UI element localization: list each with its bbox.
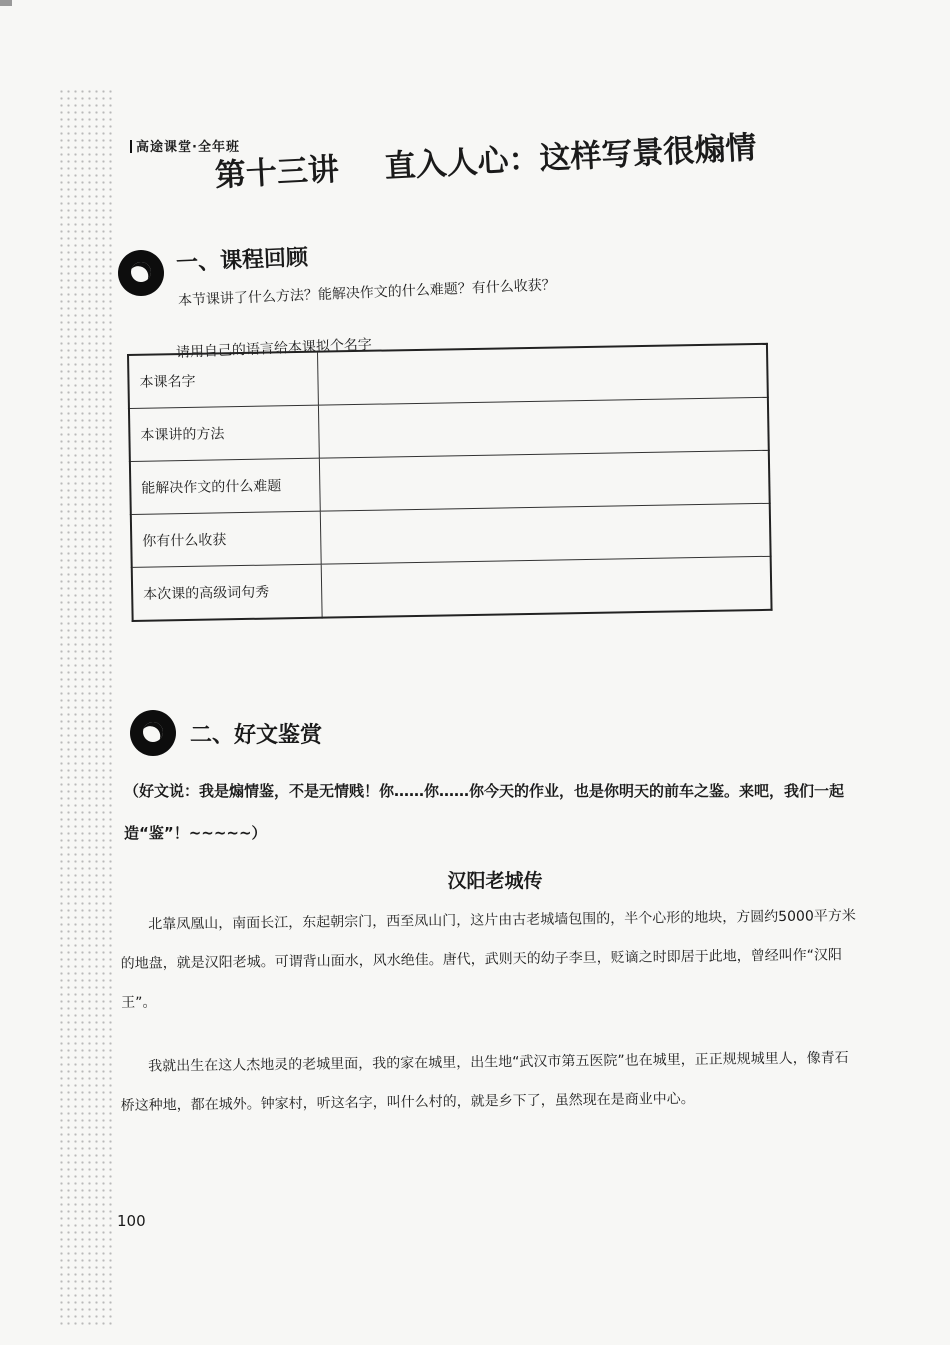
lesson-title <box>214 122 758 195</box>
lesson-number: 第十三讲 <box>214 151 340 195</box>
article-paragraph: 北靠凤凰山，南面长江，东起朝宗门，西至凤山门，这片由古老城墙包围的，半个心形的地块，方圆约5000平方米的地盘，就是汉阳老城。可谓背山面水，风水绝佳。唐代，武则天的幼子李旦，贬谪之时即居于此地，曾经叫作“汉阳王”。 <box>120 908 856 1011</box>
series-label: 高途课堂·全年班 <box>136 140 240 155</box>
row-label: 能解决作文的什么难题 <box>130 458 320 514</box>
row-label: 本次课的高级词句秀 <box>132 564 322 621</box>
section-brush-icon <box>118 250 164 296</box>
lesson-title-text: 直入人心：这样写景很煽情 <box>383 129 758 186</box>
article-intro-quote: （好文说：我是煽情鉴，不是无情贱！你……你……你今天的作业，也是你明天的前车之鉴。来吧，我们一起造“鉴”！~~~~~） <box>124 782 845 842</box>
answer-cell[interactable] <box>317 344 767 405</box>
section-brush-icon <box>130 710 176 756</box>
article-paragraph: 我就出生在这人杰地灵的老城里面，我的家在城里，出生地“武汉市第五医院”也在城里，正正规规城里人，像青石桥这种地，都在城外。钟家村，听这名字，叫什么村的，就是乡下了，虽然现在是商业中心。 <box>120 1050 849 1114</box>
answer-cell[interactable] <box>319 450 769 511</box>
page-number: 100 <box>117 1212 146 1230</box>
row-label: 你有什么收获 <box>131 511 321 567</box>
review-table <box>127 343 773 622</box>
table-row <box>132 556 772 621</box>
row-label: 本课名字 <box>128 352 318 409</box>
article-title: 汉阳老城传 <box>447 870 543 892</box>
scan-corner-mark <box>0 0 12 6</box>
section2-heading: 二、好文鉴赏 <box>190 723 323 748</box>
section1-heading: 一、课程回顾 <box>175 245 309 276</box>
header-bar <box>130 140 132 153</box>
answer-cell[interactable] <box>320 503 770 564</box>
answer-cell[interactable] <box>318 397 768 458</box>
row-label: 本课讲的方法 <box>129 405 319 461</box>
naming-prompt: 请用自己的语言给本课拟个名字 <box>175 336 373 361</box>
dotted-margin-decoration <box>58 88 114 1328</box>
review-question: 本节课讲了什么方法？能解决作文的什么难题？有什么收获？ <box>177 277 557 309</box>
answer-cell[interactable] <box>321 556 771 617</box>
